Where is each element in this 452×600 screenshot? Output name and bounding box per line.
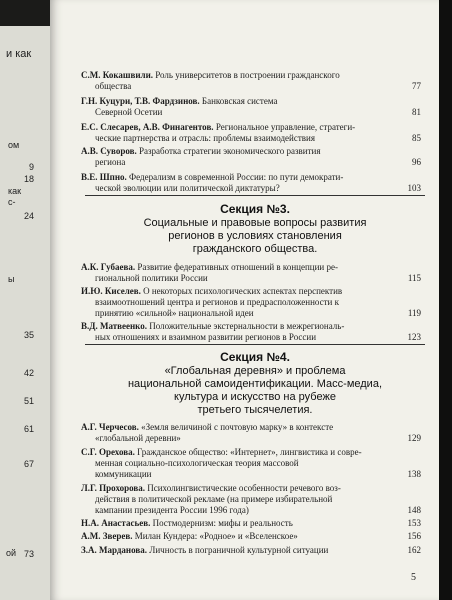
- left-page-fragment: 18: [24, 174, 35, 184]
- left-page-fragment: ы: [8, 274, 15, 284]
- entry-author: В.Д. Матвеенко.: [81, 321, 147, 331]
- entry-title: ческие партнерства и отрасль: проблемы взаимодействия: [95, 133, 315, 143]
- left-page-fragment: 73: [24, 549, 35, 559]
- left-page-fragment: ом: [8, 140, 20, 150]
- section-subtitle-line: культура и искусство на рубеже: [174, 391, 336, 403]
- entry-page-number: 148: [407, 505, 421, 515]
- entry-author: З.А. Марданова.: [81, 545, 148, 555]
- entry-title: Разработка стратегии экономического развития: [138, 146, 321, 156]
- toc-entry: [81, 545, 421, 556]
- entry-author: И.Ю. Киселев.: [81, 286, 141, 296]
- entry-page-number: 115: [407, 273, 421, 283]
- entry-title: Гражданское общество: «Интернет», лингвистика и совре-: [137, 447, 362, 457]
- entry-title: региона: [95, 157, 126, 167]
- left-page-fragment: 61: [24, 424, 35, 434]
- section-heading: [85, 350, 425, 417]
- entry-title: Положительные экстернальности в межрегиональ-: [149, 321, 345, 331]
- toc-entry: [81, 531, 421, 542]
- entry-title: коммуникации: [95, 469, 152, 479]
- entry-title: взаимоотношений центра и регионов и предрасположенности к: [95, 297, 339, 307]
- entry-author: С.Г. Орехова.: [81, 447, 135, 457]
- left-page-fragment: с-: [8, 197, 16, 207]
- section-subtitle-line: Социальные и правовые вопросы развития: [143, 217, 367, 229]
- toc-entry: [81, 262, 421, 284]
- entry-title: Региональное управление, стратеги-: [215, 122, 356, 132]
- left-page-fragment: и как: [6, 48, 32, 60]
- entry-page-number: 123: [407, 332, 421, 342]
- entry-page-number: 77: [412, 81, 421, 91]
- toc-entry: [81, 518, 421, 529]
- section-subtitle-line: регионов в условиях становления: [168, 230, 342, 242]
- entry-title: Милан Кундера: «Родное» и «Вселенское»: [134, 531, 298, 541]
- entry-author: А.К. Губаева.: [81, 262, 136, 272]
- toc-entry: [81, 286, 421, 319]
- left-page-edge: [0, 26, 53, 600]
- toc-entry: [81, 422, 421, 444]
- left-page-fragment: 35: [24, 330, 35, 340]
- toc-entry: [81, 122, 421, 144]
- entry-title: принятию «сильной» национальной идеи: [95, 308, 254, 318]
- entry-author: А.В. Суворов.: [81, 146, 137, 156]
- entry-title: «глобальной деревни»: [95, 433, 181, 443]
- entry-page-number: 119: [407, 308, 421, 318]
- toc-entry: [81, 172, 421, 194]
- entry-title: кампании президента России 1996 года): [95, 505, 249, 515]
- entry-page-number: 138: [407, 469, 421, 479]
- left-page-fragment: как: [8, 186, 22, 196]
- entry-title: Психолингвистические особенности речевого воз-: [147, 483, 341, 493]
- entry-page-number: 96: [412, 157, 421, 167]
- entry-page-number: 153: [407, 518, 421, 528]
- toc-entry: [81, 70, 421, 92]
- entry-title: Роль университетов в построении гражданского: [155, 70, 340, 80]
- section-divider: [85, 195, 425, 196]
- toc-entry: [81, 146, 421, 168]
- left-page-fragment: 67: [24, 459, 35, 469]
- entry-page-number: 81: [412, 107, 421, 117]
- entry-title: О некоторых психологических аспектах перспектив: [143, 286, 343, 296]
- left-page-fragment: 9: [29, 162, 35, 172]
- page-number: 5: [411, 572, 416, 583]
- entry-author: В.Е. Шпно.: [81, 172, 127, 182]
- entry-author: Е.С. Слесарев, А.В. Финагентов.: [81, 122, 214, 132]
- book-binding-shadow: [439, 0, 452, 600]
- entry-title: «Земля величиной с почтовую марку» в контексте: [141, 422, 334, 432]
- entry-title: общества: [95, 81, 132, 91]
- left-page-fragment: 51: [24, 396, 35, 406]
- left-page-fragment: ой: [6, 548, 17, 558]
- toc-entry: [81, 483, 421, 516]
- toc-entry: [81, 447, 421, 480]
- toc-entry: [81, 96, 421, 118]
- entry-title: Банковская система: [201, 96, 278, 106]
- entry-author: Н.А. Анастасьев.: [81, 518, 151, 528]
- entry-author: А.Г. Черчесов.: [81, 422, 139, 432]
- section-divider: [85, 344, 425, 345]
- entry-title: Северной Осетии: [95, 107, 163, 117]
- section-subtitle-line: национальной самоидентификации. Масс-медиа,: [127, 378, 383, 390]
- entry-title: Личность в пограничной культурной ситуации: [149, 545, 329, 555]
- left-page-fragment: 42: [24, 368, 35, 378]
- entry-title: ных отношениях и взаимном развитии регионов в России: [95, 332, 317, 342]
- section-subtitle-line: «Глобальная деревня» и проблема: [164, 365, 346, 377]
- section-subtitle-line: гражданского общества.: [192, 243, 318, 255]
- entry-title: Развитие федеративных отношений в концепции ре-: [137, 262, 338, 272]
- entry-page-number: 103: [407, 183, 421, 193]
- entry-page-number: 85: [412, 133, 421, 143]
- entry-page-number: 129: [407, 433, 421, 443]
- section-title: Секция №3.: [220, 202, 290, 216]
- entry-author: С.М. Кокашвили.: [81, 70, 153, 80]
- entry-title: гиональной политики России: [95, 273, 208, 283]
- entry-page-number: 156: [407, 531, 421, 541]
- toc-entry: [81, 321, 421, 343]
- contents-page: [50, 0, 439, 600]
- entry-author: Л.Г. Прохорова.: [81, 483, 145, 493]
- entry-author: А.М. Зверев.: [81, 531, 133, 541]
- entry-title: ческой эволюции или политической диктатуры?: [95, 183, 280, 193]
- section-subtitle-line: третьего тысячелетия.: [197, 404, 313, 416]
- entry-title: менная социально-психологическая теория массовой: [95, 458, 299, 468]
- entry-title: Федерализм в современной России: по пути демократи-: [129, 172, 344, 182]
- entry-title: действия в политической рекламе (на примере избирательной: [95, 494, 333, 504]
- section-heading: [85, 202, 425, 256]
- entry-author: Г.Н. Куцури, Т.В. Фардзинов.: [81, 96, 200, 106]
- section-title: Секция №4.: [220, 350, 290, 364]
- left-page-fragment: 24: [24, 211, 35, 221]
- entry-title: Постмодернизм: мифы и реальность: [152, 518, 293, 528]
- entry-page-number: 162: [407, 545, 421, 555]
